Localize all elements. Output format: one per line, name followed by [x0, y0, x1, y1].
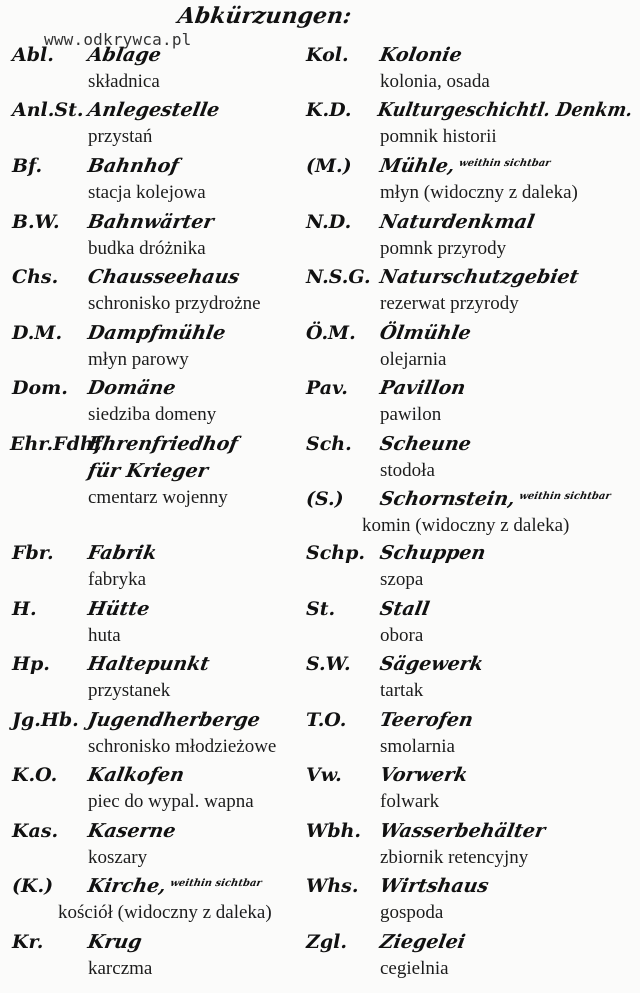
entry-abbreviation: Zgl. — [306, 931, 347, 953]
entry-abbreviation: Abl. — [12, 44, 54, 66]
legend-entry — [300, 44, 640, 100]
german-term-text: Bahnhof — [86, 155, 181, 177]
entry-abbreviation: Sch. — [306, 433, 352, 455]
legend-entry — [0, 764, 340, 820]
german-term-text: Kirche, — [86, 875, 168, 897]
entry-polish-translation: rezerwat przyrody — [380, 293, 519, 314]
entry-abbreviation: Jg.Hb. — [12, 709, 79, 731]
legend-entry — [300, 931, 640, 987]
entry-german-term — [86, 875, 263, 897]
entry-abbreviation: K.O. — [12, 764, 58, 786]
entry-polish-translation: karczma — [88, 958, 153, 979]
entry-polish-translation: cmentarz wojenny — [88, 487, 228, 508]
legend-entry — [0, 542, 340, 598]
legend-entry — [300, 764, 640, 820]
german-term-text: Bahnwärter — [86, 211, 216, 233]
entry-german-term-continued: für Krieger — [86, 460, 210, 482]
entry-german-term — [378, 322, 473, 344]
legend-entry — [0, 653, 340, 709]
entry-german-term — [378, 44, 464, 66]
legend-entry — [0, 44, 340, 100]
legend-entry — [0, 99, 340, 155]
entry-polish-translation: kościół (widoczny z daleka) — [58, 902, 272, 923]
entry-polish-translation: tartak — [380, 680, 424, 701]
legend-entry — [300, 211, 640, 267]
legend-entry — [0, 377, 340, 433]
german-note: weithin sichtbar — [169, 878, 263, 889]
entry-polish-translation: pomnk przyrody — [380, 238, 507, 259]
entry-german-term — [86, 44, 163, 66]
german-term-text: Kaserne — [86, 820, 178, 842]
entry-polish-translation: piec do wypal. wapna — [88, 791, 254, 812]
legend-entry — [0, 433, 340, 508]
entry-german-term — [86, 322, 227, 344]
entry-abbreviation: (S.) — [306, 488, 344, 510]
german-term-text: Kolonie — [378, 44, 464, 66]
entry-abbreviation: Kas. — [12, 820, 59, 842]
legend-entry — [0, 155, 340, 211]
entry-german-term — [378, 764, 469, 786]
german-term-text: Schornstein, — [378, 488, 517, 510]
german-term-text: Vorwerk — [378, 764, 470, 786]
entry-german-term — [378, 653, 485, 675]
german-term-text: Ablage — [86, 44, 163, 66]
legend-entry — [0, 931, 340, 987]
entry-german-term — [378, 488, 612, 510]
entry-abbreviation: Ehr.Fdhf. — [10, 433, 108, 455]
entry-polish-translation: budka dróżnika — [88, 238, 206, 259]
legend-entry — [0, 322, 340, 378]
entry-polish-translation: koszary — [88, 847, 148, 868]
entry-polish-translation: cegielnia — [380, 958, 449, 979]
entry-german-term — [378, 155, 552, 177]
entry-abbreviation: Anl.St. — [12, 99, 84, 121]
legend-entry — [0, 266, 340, 322]
german-term-text: Wasserbehälter — [378, 820, 548, 842]
entry-polish-translation: huta — [88, 625, 121, 646]
german-term-text: Teerofen — [378, 709, 475, 731]
entry-abbreviation: N.D. — [306, 211, 352, 233]
german-term-text: Mühle, — [378, 155, 457, 177]
entry-german-term — [86, 99, 221, 121]
german-term-text: Haltepunkt — [86, 653, 212, 675]
entry-german-term — [86, 433, 240, 455]
entry-polish-translation: pawilon — [380, 404, 442, 425]
page-title: Abkürzungen: — [176, 3, 354, 29]
entry-polish-translation: folwark — [380, 791, 440, 812]
entry-abbreviation: Bf. — [12, 155, 43, 177]
legend-entry — [300, 542, 640, 598]
german-term-text: Stall — [378, 598, 432, 620]
legend-entry — [0, 820, 340, 876]
entry-german-term — [86, 155, 181, 177]
german-term-text: Ehrenfriedhof — [86, 433, 240, 455]
entry-german-term — [86, 377, 177, 399]
entry-german-term — [86, 709, 262, 731]
entry-german-term — [378, 875, 490, 897]
entry-abbreviation: Schp. — [306, 542, 366, 564]
entry-german-term — [86, 266, 241, 288]
entry-german-term — [86, 598, 151, 620]
entry-german-term — [378, 709, 475, 731]
entry-abbreviation: B.W. — [12, 211, 60, 233]
entry-polish-translation: zbiornik retencyjny — [380, 847, 529, 868]
entry-abbreviation: T.O. — [306, 709, 347, 731]
entry-polish-translation: obora — [380, 625, 424, 646]
entry-polish-translation: olejarnia — [380, 349, 447, 370]
legend-entry — [300, 99, 640, 155]
entry-polish-translation: pomnik historii — [380, 126, 497, 147]
entry-abbreviation: Hp. — [12, 653, 50, 675]
entry-german-term — [86, 931, 144, 953]
entry-german-term — [86, 653, 211, 675]
entry-german-term — [378, 820, 547, 842]
german-term-text: Sägewerk — [378, 653, 485, 675]
entry-polish-translation: szopa — [380, 569, 424, 590]
entry-german-term — [378, 377, 467, 399]
german-term-text: Domäne — [86, 377, 178, 399]
watermark-text: www.odkrywca.pl — [44, 30, 192, 49]
legend-entry — [300, 155, 640, 211]
legend-entry — [300, 820, 640, 876]
german-term-text: Hütte — [86, 598, 152, 620]
german-term-text: Krug — [86, 931, 144, 953]
entry-german-term — [86, 211, 215, 233]
entry-abbreviation: Fbr. — [12, 542, 54, 564]
entry-abbreviation: Wbh. — [306, 820, 362, 842]
german-term-text: Jugendherberge — [86, 709, 262, 731]
legend-entry — [300, 377, 640, 433]
entry-polish-translation: młyn (widoczny z daleka) — [380, 182, 578, 203]
entry-polish-translation: przystanek — [88, 680, 171, 701]
entry-abbreviation: Pav. — [306, 377, 348, 399]
german-term-text: Schuppen — [378, 542, 488, 564]
legend-entry — [0, 211, 340, 267]
entry-german-term — [378, 211, 536, 233]
entry-polish-translation: schronisko przydrożne — [88, 293, 261, 314]
entry-abbreviation: Dom. — [12, 377, 68, 399]
entry-german-term — [378, 542, 487, 564]
entry-polish-translation: stacja kolejowa — [88, 182, 206, 203]
entry-polish-translation: stodoła — [380, 460, 435, 481]
entry-abbreviation: Whs. — [306, 875, 359, 897]
german-term-text: Naturschutzgebiet — [378, 266, 581, 288]
legend-entry — [300, 433, 640, 489]
german-term-text: Pavillon — [378, 377, 468, 399]
entry-german-term — [378, 266, 580, 288]
entry-abbreviation: Chs. — [12, 266, 59, 288]
entry-polish-translation: młyn parowy — [88, 349, 189, 370]
german-term-text: Anlegestelle — [86, 99, 222, 121]
entry-abbreviation: D.M. — [12, 322, 63, 344]
entry-abbreviation: (K.) — [12, 875, 54, 897]
entry-polish-translation: składnica — [88, 71, 160, 92]
legend-entry — [300, 322, 640, 378]
entry-german-term — [376, 99, 634, 121]
entry-german-term — [378, 598, 431, 620]
german-term-text: Scheune — [378, 433, 473, 455]
entry-german-term — [378, 433, 473, 455]
legend-entry — [300, 266, 640, 322]
legend-entry — [300, 709, 640, 765]
legend-entry — [0, 598, 340, 654]
entry-abbreviation: Kr. — [12, 931, 44, 953]
legend-entry — [0, 875, 340, 931]
entry-abbreviation: St. — [306, 598, 336, 620]
german-term-text: Kalkofen — [86, 764, 186, 786]
entry-polish-translation: schronisko młodzieżowe — [88, 736, 277, 757]
legend-entry — [0, 709, 340, 765]
entry-german-term — [86, 820, 177, 842]
right-column — [300, 0, 635, 993]
legend-entry — [300, 598, 640, 654]
legend-entry — [300, 653, 640, 709]
entry-polish-translation: fabryka — [88, 569, 147, 590]
entry-german-term — [86, 542, 158, 564]
entry-abbreviation: N.S.G. — [306, 266, 371, 288]
german-term-text: Ziegelei — [378, 931, 468, 953]
entry-abbreviation: Ö.M. — [306, 322, 356, 344]
entry-abbreviation: H. — [12, 598, 37, 620]
german-note: weithin sichtbar — [458, 158, 552, 169]
entry-polish-translation: siedziba domeny — [88, 404, 217, 425]
entry-german-term — [86, 764, 186, 786]
entry-polish-translation: przystań — [88, 126, 153, 147]
german-term-text: Dampfmühle — [86, 322, 228, 344]
entry-polish-translation: komin (widoczny z daleka) — [362, 515, 570, 536]
entry-polish-translation: smolarnia — [380, 736, 455, 757]
german-term-text: Naturdenkmal — [378, 211, 537, 233]
entry-german-term — [378, 931, 467, 953]
german-note: weithin sichtbar — [518, 491, 612, 502]
entry-abbreviation: Kol. — [306, 44, 349, 66]
german-term-text: Fabrik — [86, 542, 159, 564]
entry-abbreviation: Vw. — [306, 764, 342, 786]
entry-abbreviation: S.W. — [306, 653, 351, 675]
german-term-text: Ölmühle — [378, 322, 473, 344]
german-term-text: Chausseehaus — [86, 266, 242, 288]
entry-abbreviation: K.D. — [306, 99, 352, 121]
entry-abbreviation: (M.) — [306, 155, 352, 177]
legend-entry — [300, 875, 640, 931]
german-term-text: Wirtshaus — [378, 875, 491, 897]
entry-polish-translation: gospoda — [380, 902, 444, 923]
german-term-text: Kulturgeschichtl. Denkm. — [376, 99, 635, 121]
legend-entry — [300, 488, 640, 544]
entry-polish-translation: kolonia, osada — [380, 71, 490, 92]
